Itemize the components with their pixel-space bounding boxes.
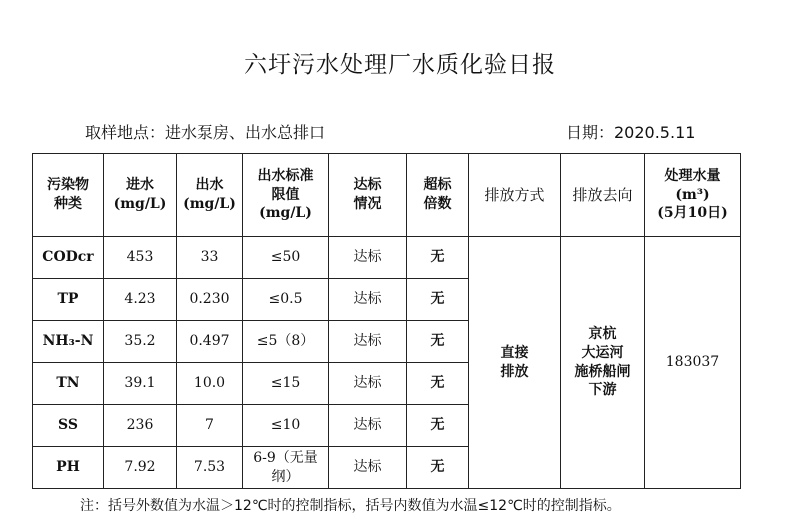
effluent-value: 7.53 — [177, 447, 243, 489]
influent-value: 7.92 — [104, 447, 177, 489]
table-header-row — [33, 154, 741, 237]
report-date: 日期：2020.5.11 — [566, 123, 696, 142]
limit-value: 6-9（无量纲） — [243, 447, 329, 489]
pollutant-name: TP — [33, 279, 104, 321]
discharge-method-cell: 直接 排放 — [469, 237, 561, 489]
sampling-location: 取样地点：进水泵房、出水总排口 — [85, 123, 326, 142]
header-status: 达标 情况 — [329, 154, 407, 237]
header-volume: 处理水量 (m³) (5月10日) — [645, 154, 741, 237]
exceed-value: 无 — [407, 237, 469, 279]
limit-value: ≤50 — [243, 237, 329, 279]
limit-value: ≤5（8） — [243, 321, 329, 363]
limit-value: ≤10 — [243, 405, 329, 447]
exceed-value: 无 — [407, 405, 469, 447]
discharge-destination-cell: 京杭 大运河 施桥船闸 下游 — [561, 237, 645, 489]
status-value: 达标 — [329, 237, 407, 279]
influent-value: 236 — [104, 405, 177, 447]
effluent-value: 0.230 — [177, 279, 243, 321]
pollutant-name: CODcr — [33, 237, 104, 279]
table-row — [33, 237, 741, 279]
treated-volume-cell: 183037 — [645, 237, 741, 489]
header-influent: 进水 (mg/L) — [104, 154, 177, 237]
influent-value: 453 — [104, 237, 177, 279]
header-limit: 出水标准 限值 (mg/L) — [243, 154, 329, 237]
footnote: 注：括号外数值为水温＞12℃时的控制指标，括号内数值为水温≤12℃时的控制指标。 — [80, 498, 621, 514]
effluent-value: 7 — [177, 405, 243, 447]
exceed-value: 无 — [407, 279, 469, 321]
header-effluent: 出水 (mg/L) — [177, 154, 243, 237]
pollutant-name: SS — [33, 405, 104, 447]
header-method: 排放方式 — [469, 154, 561, 237]
influent-value: 39.1 — [104, 363, 177, 405]
influent-value: 4.23 — [104, 279, 177, 321]
influent-value: 35.2 — [104, 321, 177, 363]
exceed-value: 无 — [407, 363, 469, 405]
effluent-value: 33 — [177, 237, 243, 279]
header-destination: 排放去向 — [561, 154, 645, 237]
status-value: 达标 — [329, 405, 407, 447]
exceed-value: 无 — [407, 321, 469, 363]
pollutant-name: TN — [33, 363, 104, 405]
limit-value: ≤0.5 — [243, 279, 329, 321]
status-value: 达标 — [329, 447, 407, 489]
limit-value: ≤15 — [243, 363, 329, 405]
status-value: 达标 — [329, 279, 407, 321]
report-title: 六圩污水处理厂水质化验日报 — [244, 52, 556, 78]
header-pollutant: 污染物 种类 — [33, 154, 104, 237]
water-quality-table — [32, 153, 741, 489]
pollutant-name: NH₃-N — [33, 321, 104, 363]
effluent-value: 0.497 — [177, 321, 243, 363]
status-value: 达标 — [329, 321, 407, 363]
status-value: 达标 — [329, 363, 407, 405]
pollutant-name: PH — [33, 447, 104, 489]
header-exceed: 超标 倍数 — [407, 154, 469, 237]
exceed-value: 无 — [407, 447, 469, 489]
effluent-value: 10.0 — [177, 363, 243, 405]
